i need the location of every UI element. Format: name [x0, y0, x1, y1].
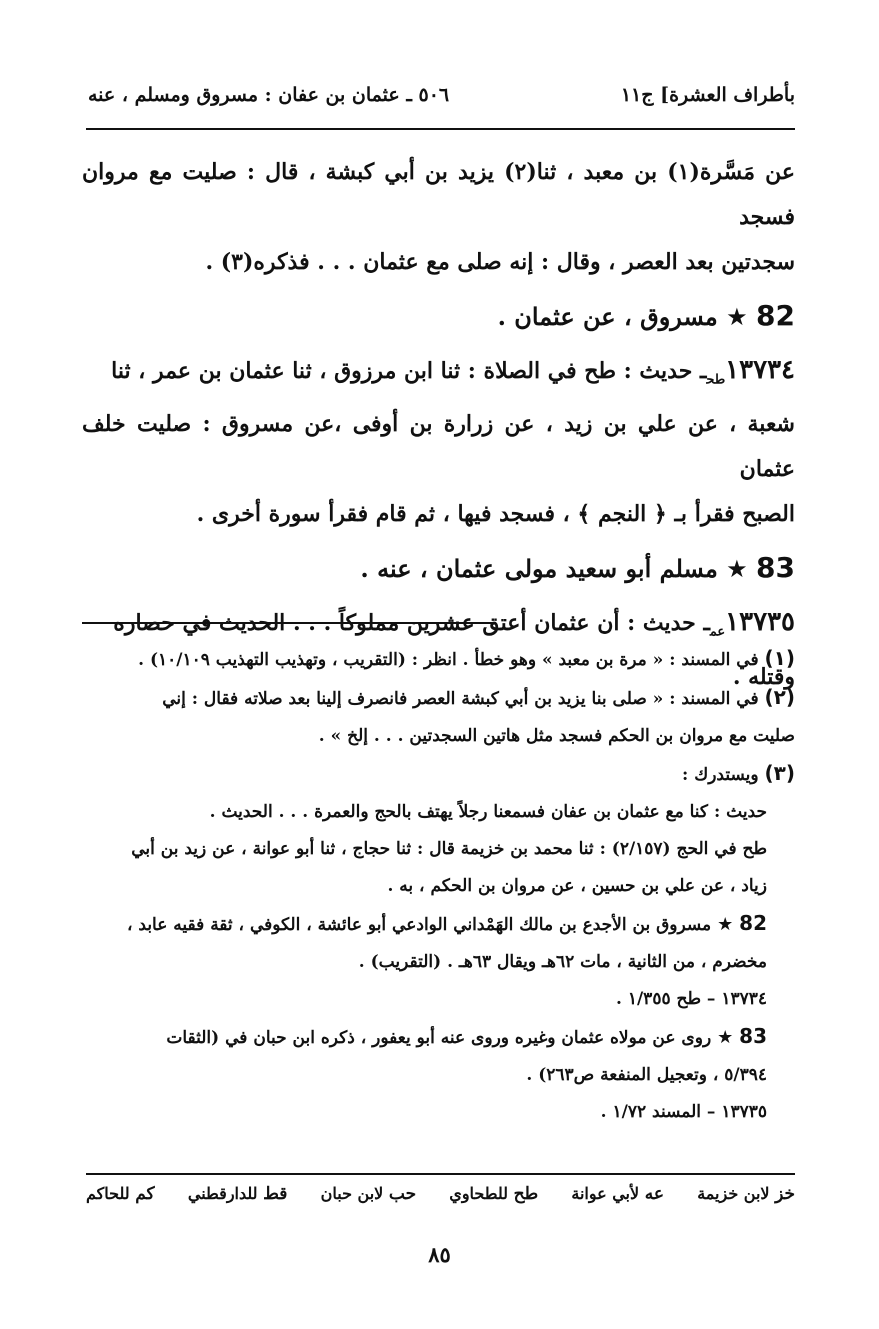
biography-83 [84, 1018, 795, 1094]
continuation-paragraph [82, 150, 795, 285]
text-line: عن مَسَّرة(١) بن معبد ، ثنا(٢) يزيد بن أبي كبشة ، قال : صليت مع مروان فسجد [82, 159, 795, 230]
abbreviation-item: خز لابن خزيمة [697, 1184, 795, 1204]
footnotes [84, 640, 795, 1131]
footnote-1 [84, 640, 795, 679]
abbreviation-item: حب لابن حبان [320, 1184, 417, 1204]
abbreviations-rule [86, 1173, 795, 1175]
narrator-number: 82 [739, 911, 767, 935]
footnote-2 [84, 679, 795, 755]
footnote-text: روى عن مولاه عثمان وغيره وروى عنه أبو يعفور ، ذكره ابن حبان في (الثقات [166, 1028, 712, 1048]
narrator-number: 82 [756, 299, 795, 332]
reference-13735 [84, 1094, 795, 1131]
text-line: ـ حديث : أن عثمان أعتق عشرين مملوكاً . . . الحديث في حصاره [113, 610, 710, 637]
header-rule [86, 128, 795, 130]
footnote-text: في المسند : « صلى بنا يزيد بن أبي كبشة العصر فانصرف إلينا بعد صلاته فقال : إني [162, 689, 759, 709]
main-text [82, 150, 795, 700]
reference-13734 [84, 981, 795, 1018]
page-number: ٨٥ [428, 1242, 451, 1267]
text-line: الصبح فقرأ بـ ﴿ النجم ﴾ ، فسجد فيها ، ثم قام فقرأ سورة أخرى . [196, 501, 795, 528]
text-line: شعبة ، عن علي بن زيد ، عن زرارة بن أوفى ،عن مسروق : صليت خلف عثمان [82, 411, 795, 483]
narrator-heading-82 [82, 293, 795, 340]
text-line: سجدتين بعد العصر ، وقال : إنه صلى مع عثمان . . . فذكره(٣) . [205, 249, 795, 275]
footnote-3 [84, 755, 795, 794]
text-line: وقتله . [732, 663, 795, 690]
narrator-name: مسروق ، عن عثمان . [497, 302, 718, 331]
abbreviation-item: قط للدارقطني [187, 1184, 288, 1204]
narrator-name: مسلم أبو سعيد مولى عثمان ، عنه . [360, 554, 718, 584]
abbreviation-item: طح للطحاوي [449, 1184, 539, 1204]
abbreviation-item: كم للحاكم [86, 1184, 155, 1204]
source-code: عم [709, 624, 726, 640]
narrator-number: 83 [756, 551, 795, 585]
hadith-entry-13734 [82, 348, 795, 537]
footnote-3-hadith [84, 794, 795, 831]
footnote-number: (١) [764, 646, 795, 670]
running-head [88, 84, 795, 106]
footnote-text: زياد ، عن علي بن حسين ، عن مروان بن الحكم ، به . [387, 876, 767, 896]
footnote-number: (٣) [764, 761, 795, 785]
star-icon: ★ [717, 1027, 734, 1048]
narrator-number: 83 [739, 1024, 767, 1048]
footnote-text: ١٣٧٣٤ – طح ١/٣٥٥ . [616, 989, 767, 1009]
footnote-number: (٢) [764, 685, 795, 709]
footnote-text: صليت مع مروان بن الحكم فسجد مثل هاتين السجدتين . . . إلخ » . [318, 726, 795, 746]
running-head-left: ٥٠٦ ـ عثمان بن عفان : مسروق ومسلم ، عنه [88, 84, 450, 106]
star-icon: ★ [726, 303, 748, 331]
narrator-heading-83 [82, 545, 795, 592]
footnote-text: في المسند : « مرة بن معبد » وهو خطأ . انظر : (التقريب ، وتهذيب التهذيب ١٠/١٠٩) . [138, 650, 759, 670]
footnote-separator [82, 622, 496, 624]
footnote-3-source [84, 831, 795, 905]
hadith-number: ١٣٧٣٤ [725, 355, 795, 385]
footnote-text: ١٣٧٣٥ – المسند ١/٧٢ . [600, 1102, 767, 1122]
star-icon: ★ [726, 555, 748, 584]
footnote-text: مسروق بن الأجدع بن مالك الهَمْداني الوادعي أبو عائشة ، الكوفي ، ثقة فقيه عابد ، [127, 915, 712, 935]
biography-82 [84, 905, 795, 981]
footnote-text: طح في الحج (٢/١٥٧) : ثنا محمد بن خزيمة قال : ثنا حجاج ، ثنا أبو عوانة ، عن زيد بن أبي [131, 839, 767, 859]
hadith-number: ١٣٧٣٥ [725, 607, 795, 638]
abbreviations-key [86, 1184, 795, 1204]
running-head-right: بأطراف العشرة] ج١١ [620, 84, 795, 106]
source-code: طح [706, 372, 726, 388]
footnote-text: مخضرم ، من الثانية ، مات ٦٢هـ ويقال ٦٣هـ . (التقريب) . [358, 952, 767, 972]
footnote-text: حديث : كنا مع عثمان بن عفان فسمعنا رجلاً يهتف بالحج والعمرة . . . الحديث . [209, 802, 767, 822]
footnote-text: ٥/٣٩٤ ، وتعجيل المنفعة ص٢٦٣) . [526, 1065, 767, 1085]
footnote-text: ويستدرك : [682, 765, 759, 785]
abbreviation-item: عه لأبي عوانة [571, 1184, 664, 1204]
star-icon: ★ [717, 914, 734, 935]
text-line: ـ حديث : طح في الصلاة : ثنا ابن مرزوق ، ثنا عثمان بن عمر ، ثنا [111, 358, 707, 384]
